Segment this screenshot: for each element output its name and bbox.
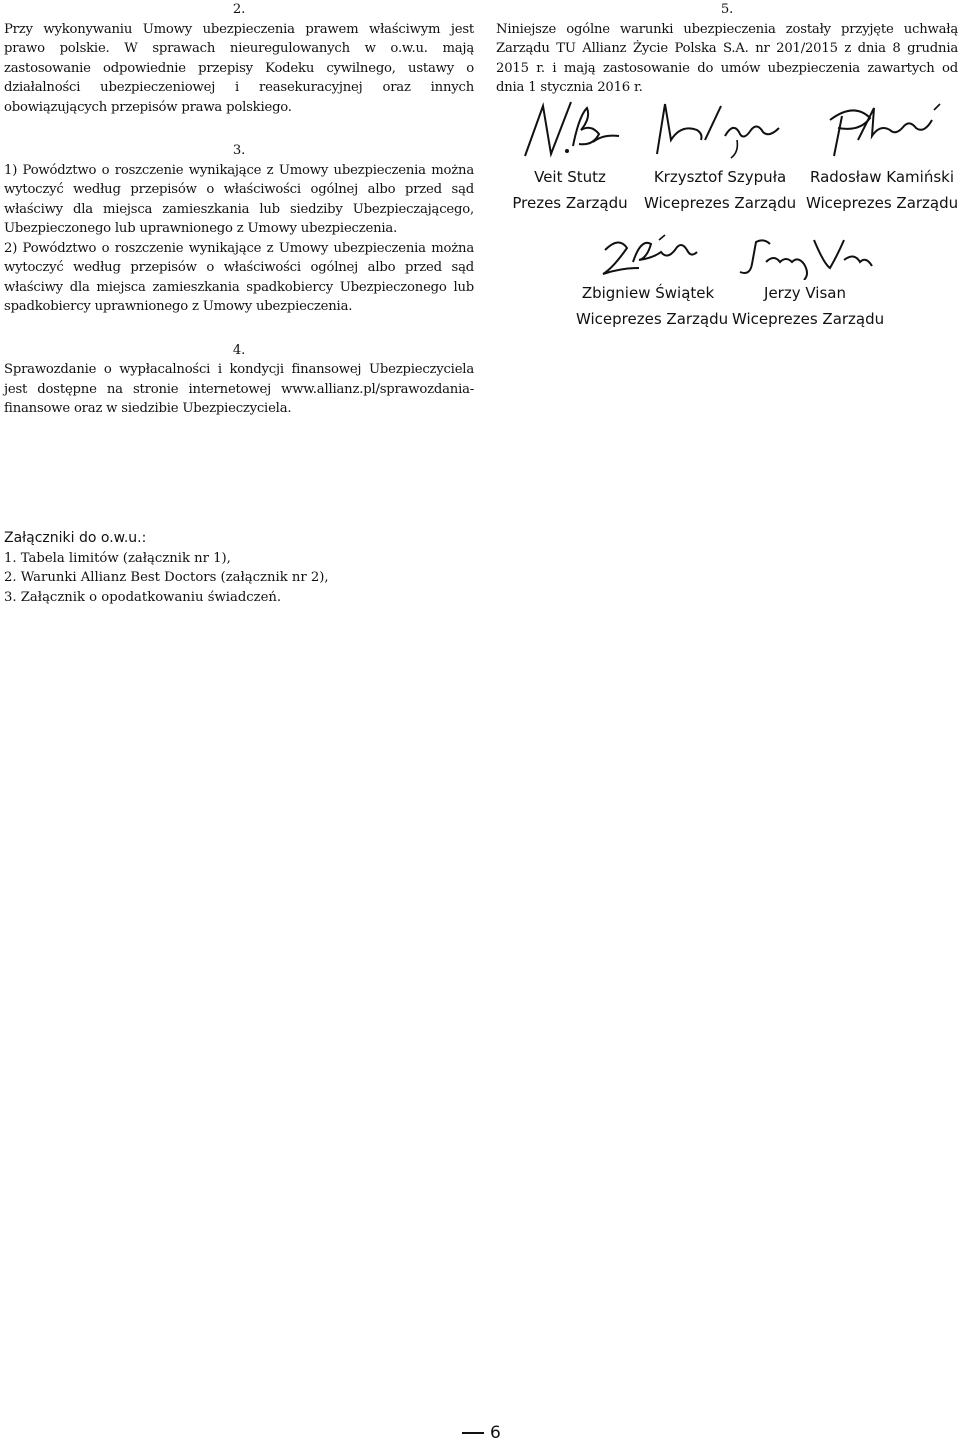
section-4-number: 4. [232, 342, 246, 358]
section-5-number: 5. [720, 2, 734, 17]
page-number: 6 [490, 1423, 501, 1443]
signature-image [593, 232, 703, 280]
signer-name: Jerzy Visan [764, 284, 846, 302]
attachments-heading: Załączniki do o.w.u.: [4, 530, 147, 546]
list-item: 3. Załącznik o opodatkowaniu świadczeń. [4, 589, 282, 605]
section-3-paragraph-1: 1) Powództwo o roszczenie wynikające z Umowy ubezpieczenia można wytoczyć według przepisów o właściwości ogólnej albo przed sąd właściwy dla miejsca zamieszkania lub siedziby Ubezpieczającego, Ubezpieczonego lub uprawnionego z Umowy ubezpieczenia. [4, 162, 474, 236]
signature-image [812, 96, 952, 164]
right-column [496, 0, 958, 98]
signer-name: Zbigniew Świątek [581, 284, 715, 302]
footer-dash [462, 1432, 484, 1434]
signature-image [515, 96, 625, 164]
signer-role: Wiceprezes Zarządu [644, 194, 797, 212]
section-4-text: Sprawozdanie o wypłacalności i kondycji finansowej Ubezpieczyciela jest dostępne na stronie internetowej www.allianz.pl/sprawozdania-finansowe oraz w siedzibie Ubezpieczyciela. [4, 362, 474, 416]
section-3-number: 3. [232, 143, 246, 158]
signer-role: Prezes Zarządu [512, 194, 628, 212]
signer-name: Krzysztof Szypuła [653, 168, 787, 186]
list-item: 1. Tabela limitów (załącznik nr 1), [4, 550, 231, 566]
signature-image [645, 96, 795, 164]
left-column [4, 0, 474, 419]
section-5-text: Niniejsze ogólne warunki ubezpieczenia zostały przyjęte uchwałą Zarządu TU Allianz Życie Polska S.A. nr 201/2015 z dnia 8 grudnia 2015 r. i mają zastosowanie do umów ubezpieczenia zawartych od dnia 1 stycznia 2016 r. [496, 21, 958, 95]
signer-name: Radosław Kamiński [809, 168, 954, 186]
section-2-text: Przy wykonywaniu Umowy ubezpieczenia prawem właściwym jest prawo polskie. W sprawach nieuregulowanych w o.w.u. mają zastosowanie odpowiednie przepisy Kodeku cywilnego, ustawy o działalności ubezpieczeniowej i reasekuracyjnej oraz innych obowiązujących przepisów prawa polskiego. [4, 21, 474, 115]
signature-image [732, 232, 878, 280]
signer-role: Wiceprezes Zarządu [576, 310, 729, 328]
signer-name: Veit Stutz [534, 168, 606, 186]
signer-role: Wiceprezes Zarządu [732, 310, 885, 328]
page-footer [462, 1423, 501, 1443]
signature-block-kaminski [806, 96, 958, 216]
section-2-number: 2. [232, 2, 246, 17]
signature-block-szypula [644, 96, 796, 216]
attachments-list [4, 529, 329, 607]
section-3-paragraph-2: 2) Powództwo o roszczenie wynikające z Umowy ubezpieczenia można wytoczyć według przepisów o właściwości ogólnej albo przed sąd właściwy dla miejsca zamieszkania spadkobiercy Ubezpieczonego lub spadkobiercy uprawnionego z Umowy ubezpieczenia. [4, 240, 474, 314]
signature-block-stutz [508, 96, 632, 216]
signature-block-swiatek [576, 232, 729, 332]
signature-block-visan [732, 232, 885, 332]
signer-role: Wiceprezes Zarządu [806, 194, 959, 212]
list-item: 2. Warunki Allianz Best Doctors (załącznik nr 2), [4, 570, 329, 585]
